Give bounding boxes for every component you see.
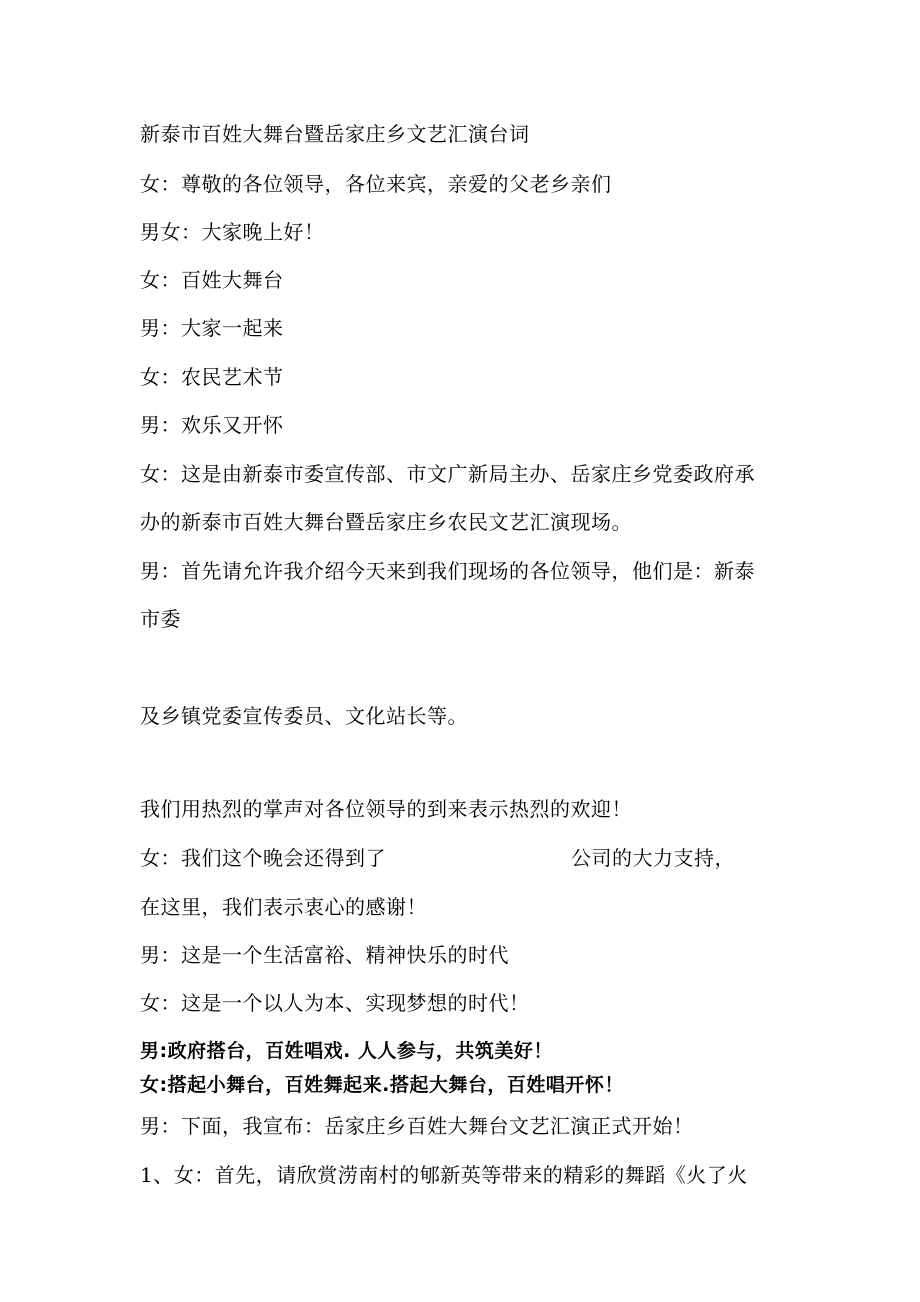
script-line: 男：欢乐又开怀 <box>140 413 284 437</box>
script-line: 男：首先请允许我介绍今天来到我们现场的各位领导，他们是：新泰 <box>140 559 755 583</box>
script-line: 在这里，我们表示衷心的感谢！ <box>140 895 427 919</box>
script-line: 我们用热烈的掌声对各位领导的到来表示热烈的欢迎！ <box>140 797 632 821</box>
script-line: 市委 <box>140 607 181 631</box>
script-line: 1、女：首先，请欣赏涝南村的郇新英等带来的精彩的舞蹈《火了火 <box>140 1163 748 1187</box>
script-line-with-blank <box>140 846 735 870</box>
script-line-part: 公司的大力支持， <box>571 846 735 870</box>
script-line: 女：百姓大舞台 <box>140 268 284 292</box>
script-line: 男：这是一个生活富裕、精神快乐的时代 <box>140 943 509 967</box>
script-line: 男：下面，我宣布：岳家庄乡百姓大舞台文艺汇演正式开始！ <box>140 1114 694 1138</box>
script-line: 女：这是一个以人为本、实现梦想的时代！ <box>140 991 530 1015</box>
script-line: 男女：大家晚上好！ <box>140 220 325 244</box>
script-line-bold: 男:政府搭台，百姓唱戏. 人人参与，共筑美好！ <box>140 1040 553 1062</box>
script-line: 办的新泰市百姓大舞台暨岳家庄乡农民文艺汇演现场。 <box>140 510 632 534</box>
script-line: 女：农民艺术节 <box>140 365 284 389</box>
script-line: 男：大家一起来 <box>140 316 284 340</box>
document-title: 新泰市百姓大舞台暨岳家庄乡文艺汇演台词 <box>140 122 530 146</box>
script-line: 女：尊敬的各位领导，各位来宾，亲爱的父老乡亲们 <box>140 172 612 196</box>
script-line-part: 女：我们这个晚会还得到了 <box>140 846 386 870</box>
script-line: 女：这是由新泰市委宣传部、市文广新局主办、岳家庄乡党委政府承 <box>140 462 755 486</box>
script-line: 及乡镇党委宣传委员、文化站长等。 <box>140 704 468 728</box>
script-line-bold: 女:搭起小舞台，百姓舞起来.搭起大舞台，百姓唱开怀！ <box>140 1074 624 1096</box>
